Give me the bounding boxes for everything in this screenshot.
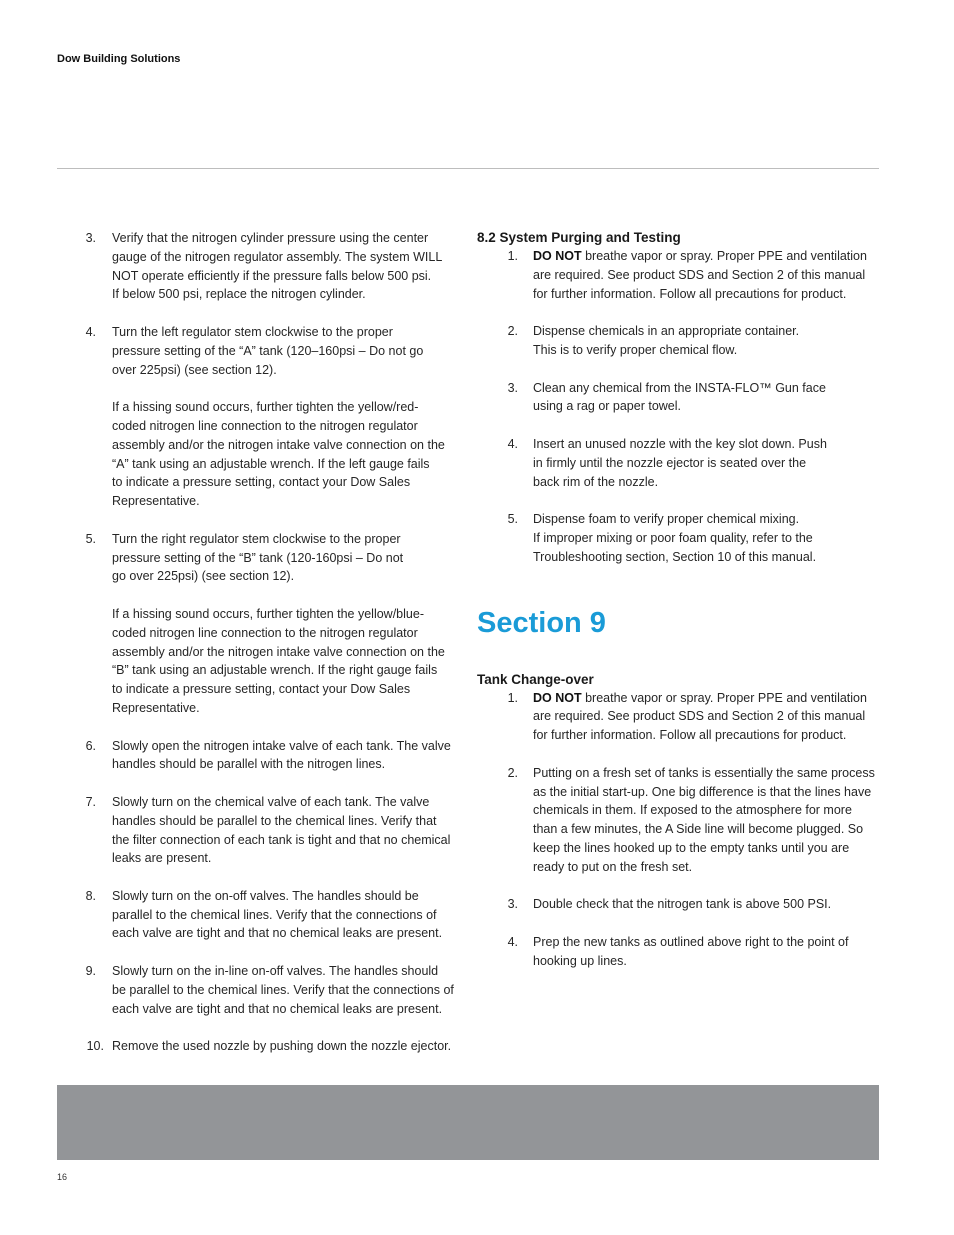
item-line: are required. See product SDS and Section 2 of this manual [533,267,866,282]
item-line: using a rag or paper towel. [533,399,682,414]
list-item [477,379,882,417]
item-line: over 225psi) (see section 12). [112,362,277,377]
item-number: 3. [85,231,96,245]
item-line: If a hissing sound occurs, further tighten the yellow/red- [112,400,419,415]
item-line: Insert an unused nozzle with the key slot down. Push [533,436,827,451]
item-number: 10. [86,1039,104,1054]
item-line: the filter connection of each tank is tight and that no chemical [112,832,451,847]
item-line: assembly and/or the nitrogen intake valve connection on the [112,437,445,452]
item-line: each valve are tight and that no chemical leaks are present. [112,1001,443,1016]
list-item [80,737,465,775]
item-line: Turn the right regulator stem clockwise to the proper [112,531,401,546]
item-line: If improper mixing or poor foam quality, refer to the [533,530,813,545]
list-item [80,1037,465,1056]
page-number: 16 [57,1172,68,1182]
item-line: keep the lines hooked up to the empty tanks until you are [533,840,850,855]
item-line: This is to verify proper chemical flow. [533,342,738,357]
item-line: as the initial start-up. One big difference is that the lines have [533,784,872,799]
warning-emphasis: DO NOT [533,690,582,705]
item-line: go over 225psi) (see section 12). [112,569,295,584]
item-line: Representative. [112,700,200,715]
item-line: pressure setting of the “B” tank (120-160psi – Do not [112,550,404,565]
item-line: Prep the new tanks as outlined above right to the point of [533,934,849,949]
item-number: 4. [85,324,96,339]
item-number: 9. [85,964,96,979]
item-line-rest: breathe vapor or spray. Proper PPE and ventilation [581,249,867,263]
item-line: handles should be parallel with the nitrogen lines. [112,757,386,772]
list-item [80,530,465,718]
item-number: 1. [507,249,518,263]
item-line: coded nitrogen line connection to the nitrogen regulator [112,418,418,433]
item-line: to indicate a pressure setting, contact your Dow Sales [112,682,411,697]
item-line: Remove the used nozzle by pushing down the nozzle ejector. [112,1039,452,1054]
item-line: Slowly open the nitrogen intake valve of each tank. The valve [112,738,451,753]
item-line: pressure setting of the “A” tank (120–160psi – Do not go [112,343,424,358]
item-line: If a hissing sound occurs, further tighten the yellow/blue- [112,606,424,621]
item-line: coded nitrogen line connection to the nitrogen regulator [112,625,418,640]
item-line: Slowly turn on the on-off valves. The handles should be [112,888,419,903]
header-divider [57,168,879,169]
list-item [477,247,882,303]
subsection-heading: 8.2 System Purging and Testing [477,230,681,245]
item-line: “A” tank using an adjustable wrench. If the left gauge fails [112,456,430,471]
item-line [112,379,465,398]
item-line: Representative. [112,494,200,509]
warning-emphasis: DO NOT [533,249,582,263]
item-line: Troubleshooting section, Section 10 of this manual. [533,549,817,564]
list-item [477,435,882,491]
item-number: 2. [507,765,518,780]
brand-name: Dow Building Solutions [57,53,181,65]
list-item [477,764,882,877]
item-number: 5. [507,512,518,527]
item-number: 8. [85,888,96,903]
list-item [477,322,882,360]
item-line: Dispense chemicals in an appropriate container. [533,324,800,339]
list-item [80,793,465,868]
item-line: Putting on a fresh set of tanks is essentially the same process [533,765,875,780]
item-line: If below 500 psi, replace the nitrogen cylinder. [112,287,366,302]
item-number: 2. [507,324,518,339]
item-line [112,586,465,605]
item-line [533,247,882,266]
list-item [477,689,882,745]
item-number: 3. [507,897,518,912]
item-number: 5. [85,531,96,546]
item-number: 4. [507,436,518,451]
item-line: NOT operate efficiently if the pressure falls below 500 psi. [112,268,432,283]
item-line: Slowly turn on the in-line on-off valves. The handles should [112,964,439,979]
subsection-heading: Tank Change-over [477,671,594,687]
item-line: each valve are tight and that no chemical leaks are present. [112,926,443,941]
item-line: Turn the left regulator stem clockwise to the proper [112,324,393,339]
item-line: hooking up lines. [533,953,627,968]
item-line: back rim of the nozzle. [533,474,659,489]
list-item [477,933,882,971]
list-item [477,895,882,914]
item-line: in firmly until the nozzle ejector is seated over the [533,455,807,470]
item-number: 1. [507,690,518,705]
list-item [80,887,465,943]
item-line: are required. See product SDS and Section 2 of this manual [533,709,866,724]
item-line-rest: breathe vapor or spray. Proper PPE and ventilation [581,690,867,705]
section-title: Section 9 [477,606,606,639]
item-line: chemicals in them. If exposed to the atmosphere for more [533,803,852,818]
item-line: than a few minutes, the A Side line will become plugged. So [533,822,864,837]
item-line: Clean any chemical from the INSTA-FLO™ Gun face [533,380,826,395]
item-number: 7. [85,794,96,809]
item-line: handles should be parallel to the chemical lines. Verify that [112,813,437,828]
item-line: ready to put on the fresh set. [533,859,693,874]
item-line: gauge of the nitrogen regulator assembly. The system WILL [112,249,443,264]
item-number: 6. [85,738,96,753]
item-line: for further information. Follow all precautions for product. [533,728,847,743]
item-line: to indicate a pressure setting, contact your Dow Sales [112,475,411,490]
footer-band [57,1085,879,1160]
item-line: parallel to the chemical lines. Verify that the connections of [112,907,437,922]
item-line: assembly and/or the nitrogen intake valve connection on the [112,644,445,659]
list-item [477,510,882,566]
item-line: leaks are present. [112,851,212,866]
item-line [533,689,882,708]
right-column [477,229,882,971]
item-line: Double check that the nitrogen tank is above 500 PSI. [533,897,832,912]
item-line: Slowly turn on the chemical valve of each tank. The valve [112,794,430,809]
item-line: for further information. Follow all precautions for product. [533,286,847,301]
item-number: 3. [507,380,518,395]
item-line: Dispense foam to verify proper chemical mixing. [533,512,800,527]
item-line: Verify that the nitrogen cylinder pressure using the center [112,231,429,245]
item-line: “B” tank using an adjustable wrench. If the right gauge fails [112,663,438,678]
list-item [80,323,465,511]
list-item [80,229,465,304]
item-number: 4. [507,934,518,949]
left-column [80,229,465,1056]
item-line: be parallel to the chemical lines. Verify that the connections of [112,982,454,997]
list-item [80,962,465,1018]
